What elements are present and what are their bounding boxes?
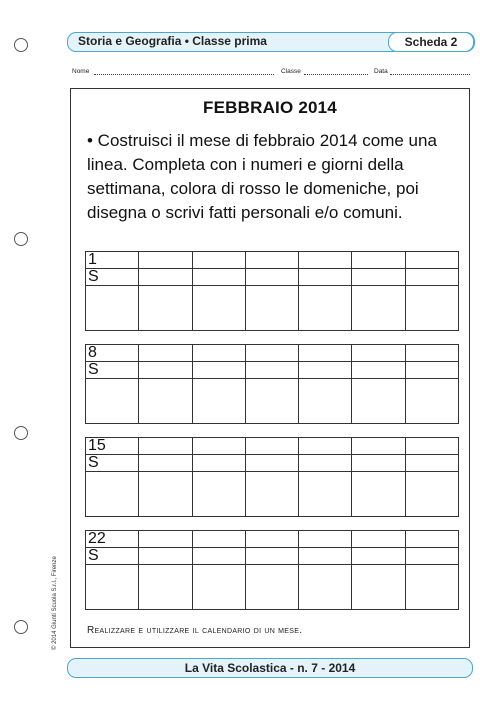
binder-hole-bottom [14, 620, 28, 634]
date-field[interactable] [390, 74, 470, 75]
exercise-frame [70, 88, 470, 648]
weekday-cell[interactable]: S [86, 455, 139, 472]
class-label: Classe [281, 68, 301, 75]
weekday-cell[interactable]: S [86, 362, 139, 379]
subject-label: Storia e Geografia • Classe prima [78, 34, 267, 48]
binder-hole-top [14, 38, 28, 52]
week-grid-3 [85, 437, 459, 517]
copyright-notice: © 2014 Giunti Scuola S.r.l., Firenze [52, 556, 58, 650]
day-number-cell[interactable]: 15 [86, 438, 139, 455]
magazine-footer: La Vita Scolastica - n. 7 - 2014 [67, 658, 473, 678]
week-grid-4 [85, 530, 459, 610]
day-number-cell[interactable]: 8 [86, 345, 139, 362]
weekday-cell[interactable]: S [86, 269, 139, 286]
week-grid-2 [85, 344, 459, 424]
instructions-text: • Costruisci il mese di febbraio 2014 come una linea. Completa con i numeri e giorni della settimana, colora di rosso le domeniche, poi disegna o scrivi fatti personali e/o comuni. [87, 131, 437, 222]
page-title: FEBBRAIO 2014 [203, 98, 337, 117]
weekday-cell[interactable]: S [86, 548, 139, 565]
day-number-cell[interactable]: 22 [86, 531, 139, 548]
date-label: Data [374, 68, 388, 75]
sheet-number-badge: Scheda 2 [388, 32, 474, 52]
name-label: Nome [72, 68, 90, 75]
name-field[interactable] [94, 74, 274, 75]
teacher-note: Realizzare e utilizzare il calendario di un mese. [87, 625, 303, 636]
week-grid-1 [85, 251, 459, 331]
class-field[interactable] [304, 74, 368, 75]
binder-hole-upper-middle [14, 232, 28, 246]
header-bar [67, 32, 475, 52]
binder-hole-lower-middle [14, 426, 28, 440]
day-number-cell[interactable]: 1 [86, 252, 139, 269]
